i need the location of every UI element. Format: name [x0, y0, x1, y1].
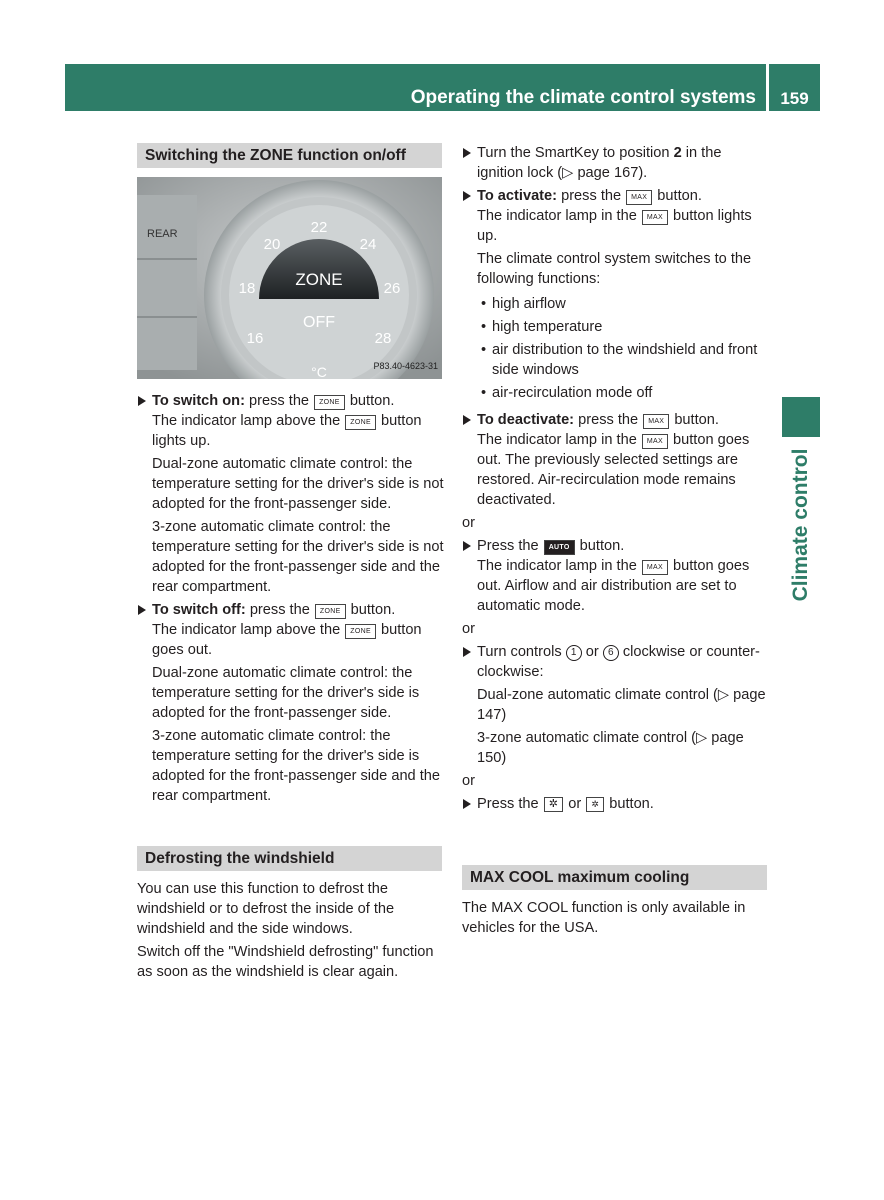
fan-up-key-icon: ✲ [544, 797, 564, 812]
list-item: • air distribution to the windshield and front side windows [477, 340, 770, 380]
max-defrost-key-icon: MAX [626, 190, 652, 205]
svg-text:20: 20 [263, 236, 281, 253]
dial-off-label: OFF [303, 314, 335, 331]
list-item: • high temperature [477, 317, 770, 337]
page-number: 159 [769, 64, 820, 111]
step-switch-on: To switch on: press the ZONE button. [137, 391, 444, 411]
zone-instructions [137, 391, 444, 806]
svg-text:16: 16 [246, 330, 264, 347]
or-text: or [462, 621, 475, 637]
svg-text:22: 22 [310, 219, 328, 236]
page-header-title: Operating the climate control systems [410, 87, 756, 108]
section-heading-zone: Switching the ZONE function on/off [137, 143, 442, 168]
off-3-zone-text: 3-zone automatic climate control: the temperature setting for the driver's side is adopted for the front-passenger side and the rear compartment. [152, 728, 441, 804]
svg-text:28: 28 [374, 330, 392, 347]
maxcool-text: The MAX COOL function is only available in vehicles for the USA. [462, 900, 746, 936]
svg-text:18: 18 [238, 280, 256, 297]
step-turn-controls: Turn controls 1 or 6 clockwise or counter-clockwise: [462, 642, 770, 682]
on-3-zone-text: 3-zone automatic climate control: the temperature setting for the driver's side is not adopted for the front-passenger side and the rear compartment. [152, 519, 444, 595]
zone-key-icon: ZONE [345, 624, 376, 639]
section-heading-defrost: Defrosting the windshield [137, 846, 442, 871]
function-list [462, 294, 770, 403]
auto-key-icon: AUTO [544, 540, 575, 555]
or-text: or [462, 515, 475, 531]
step-fan-buttons: Press the ✲ or ✲ button. [462, 794, 770, 814]
defrost-text: You can use this function to defrost the windshield or to defrost the inside of the windshield and the side windows. Switch off the "Windshield defrosting" function as soon as the windshield is clear again. [137, 881, 434, 980]
svg-text:26: 26 [383, 280, 401, 297]
step-deactivate: To deactivate: press the MAX button. [462, 410, 770, 430]
max-defrost-key-icon: MAX [642, 560, 668, 575]
list-item: • air-recirculation mode off [477, 383, 770, 403]
max-defrost-key-icon: MAX [642, 434, 668, 449]
on-lamp-text: The indicator lamp above the ZONE button lights up. [152, 413, 422, 449]
max-defrost-key-icon: MAX [642, 210, 668, 225]
section-heading-maxcool: MAX COOL maximum cooling [462, 865, 767, 890]
control-6-icon: 6 [603, 645, 619, 661]
step-activate: To activate: press the MAX button. [462, 186, 770, 206]
or-text: or [462, 773, 475, 789]
step-auto: Press the AUTO button. [462, 536, 770, 556]
svg-text:°C: °C [311, 364, 327, 379]
fan-down-key-icon: ✲ [586, 797, 604, 812]
zone-dial-illustration [137, 177, 442, 379]
chapter-label: Climate control [789, 448, 812, 602]
chapter-tab [782, 397, 820, 437]
svg-text:24: 24 [359, 236, 377, 253]
max-defrost-key-icon: MAX [643, 414, 669, 429]
zone-key-icon: ZONE [345, 415, 376, 430]
list-item: • high airflow [477, 294, 770, 314]
page-header-bar [65, 64, 766, 111]
step-switch-off: To switch off: press the ZONE button. [137, 600, 444, 620]
rear-label: REAR [147, 228, 178, 240]
figure-code: P83.40-4623-31 [373, 361, 438, 371]
step-smartkey: Turn the SmartKey to position 2 in the ignition lock (▷ page 167). [462, 143, 770, 183]
dial-zone-label: ZONE [295, 270, 343, 289]
on-dual-zone-text: Dual-zone automatic climate control: the temperature setting for the driver's side is not adopted for the front-passenger side. [152, 456, 444, 512]
off-dual-zone-text: Dual-zone automatic climate control: the temperature setting for the driver's side is adopted for the front-passenger side. [152, 665, 420, 721]
climate-control-panel-figure [137, 177, 442, 379]
zone-key-icon: ZONE [315, 604, 346, 619]
off-lamp-text: The indicator lamp above the ZONE button goes out. [152, 622, 422, 658]
defrost-instructions: Turn the SmartKey to position 2 in the ignition lock (▷ page 167). To activate: press the MAX button. The indicator lamp in the MAX button lights up. The climate control system switches to the following functions: • high airflow • high temperature • air distribution to the windshield and front side windows • air-recirculation mode off To deactivate: press the MAX button. The indicator lamp in the MAX button goes out. The previously selected settings are restored. Air-recirculation mode remains deactivated. or Press the AUTO button. The indicator lamp in the MAX button goes out. Airflow and air distribution are set to automatic mode. or Turn controls 1 or 6 clockwise or counter-clockwise: Dual-zone automatic climate control (▷ page 147) 3-zone automatic climate control (▷ page 150) or Press the ✲ or ✲ button. [462, 143, 770, 814]
zone-key-icon: ZONE [314, 395, 345, 410]
control-1-icon: 1 [566, 645, 582, 661]
